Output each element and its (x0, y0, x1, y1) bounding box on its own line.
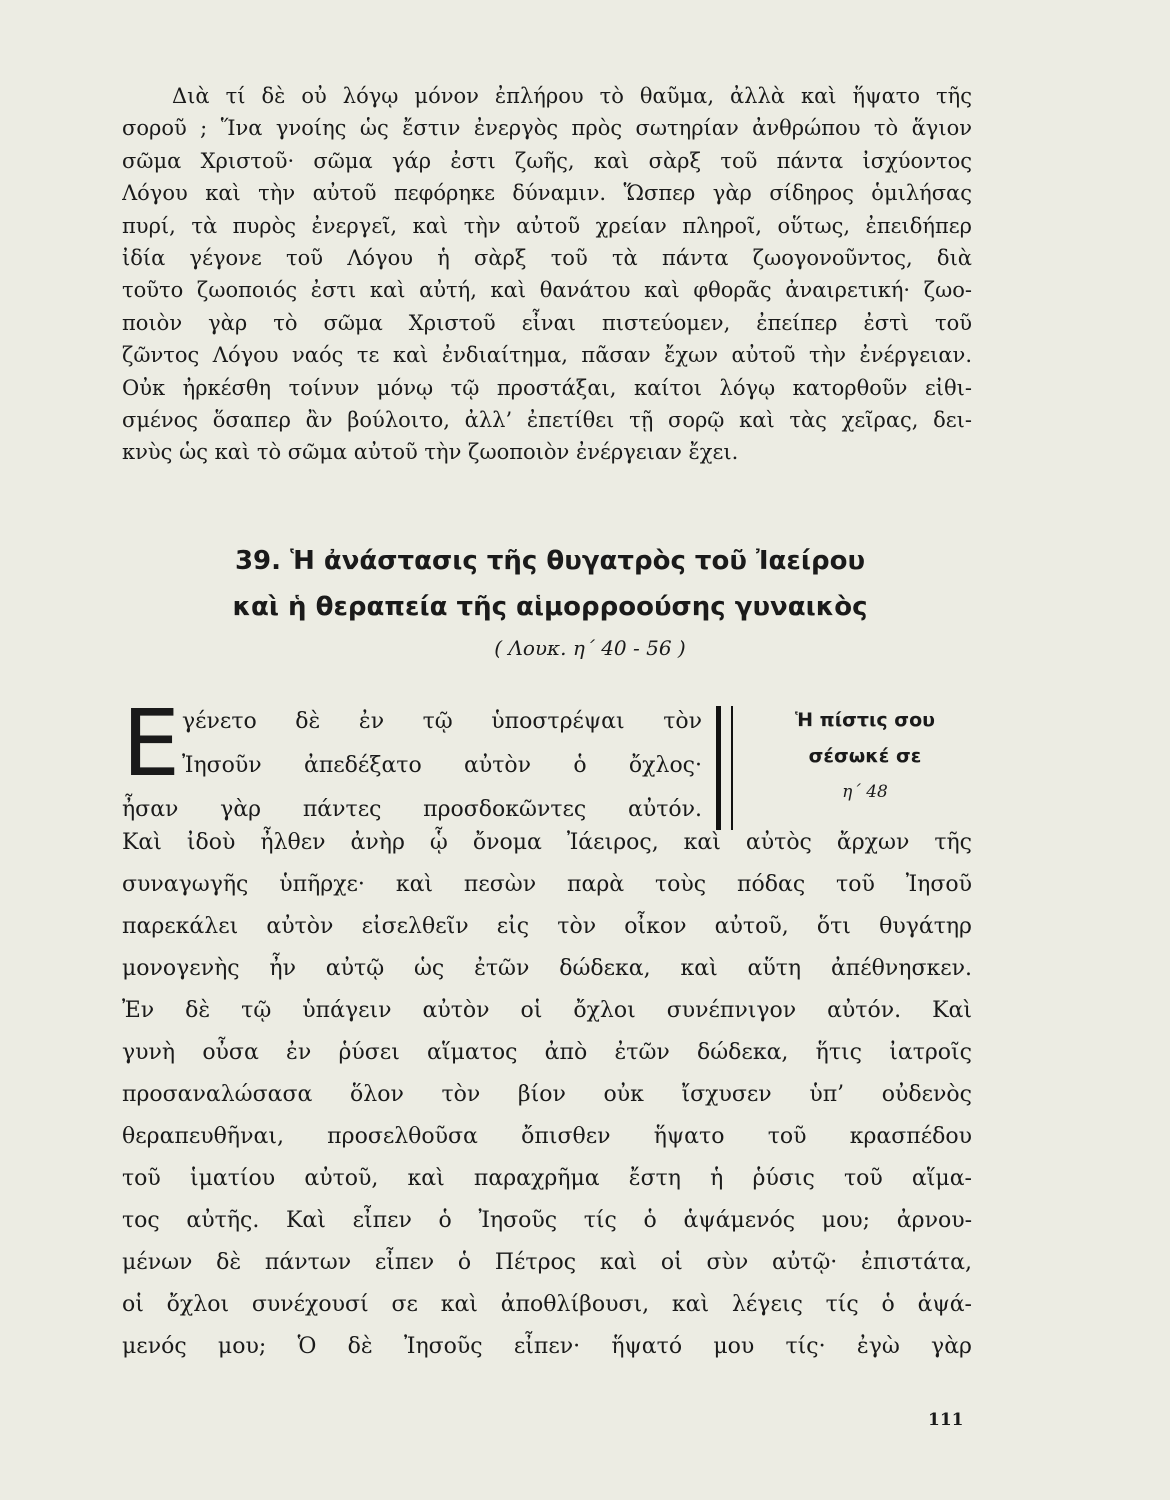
text-line: οἱ ὄχλοι συνέχουσί σε καὶ ἀποθλίβουσι, καὶ λέγεις τίς ὁ ἁψά- (122, 1292, 972, 1317)
text-line: ἦσαν γὰρ πάντες προσδοκῶντες αὐτόν. (122, 797, 702, 822)
margin-note-reference: η΄ 48 (842, 782, 888, 802)
page-number: 111 (928, 1410, 964, 1430)
text-line: γένετο δὲ ἐν τῷ ὑποστρέψαι τὸν (182, 709, 702, 734)
margin-rule-thin (731, 706, 733, 830)
text-line: ἰδία γέγονε τοῦ Λόγου ἡ σὰρξ τοῦ τὰ πάντα ζωογονοῦντος, διὰ (122, 246, 972, 271)
text-line: Ἰησοῦν ἀπεδέξατο αὐτὸν ὁ ὄχλος· (182, 753, 702, 778)
text-line: τοῦτο ζωοποιός ἐστι καὶ αὐτή, καὶ θανάτου καὶ φθορᾶς ἀναιρετική· ζωο- (122, 278, 972, 303)
text-line: μονογενὴς ἦν αὐτῷ ὡς ἐτῶν δώδεκα, καὶ αὕτη ἀπέθνησκεν. (122, 956, 972, 981)
text-line: σμένος ὅσαπερ ἂν βούλοιτο, ἀλλ’ ἐπετίθει τῇ σορῷ καὶ τὰς χεῖρας, δει- (122, 408, 972, 433)
text-line: κνὺς ὡς καὶ τὸ σῶμα αὐτοῦ τὴν ζωοποιὸν ἐνέργειαν ἔχει. (122, 440, 739, 465)
margin-note-line-2: σέσωκέ σε (808, 745, 922, 767)
text-line: τοῦ ἱματίου αὐτοῦ, καὶ παραχρῆμα ἔστη ἡ ῥύσις τοῦ αἵμα- (122, 1166, 972, 1191)
text-line: ποιὸν γὰρ τὸ σῶμα Χριστοῦ εἶναι πιστεύομεν, ἐπείπερ ἐστὶ τοῦ (122, 310, 972, 335)
margin-rule-thick (716, 706, 721, 830)
text-line: τος αὐτῆς. Καὶ εἶπεν ὁ Ἰησοῦς τίς ὁ ἁψάμενός μου; ἀρνου- (122, 1208, 972, 1233)
text-line: σοροῦ ; Ἵνα γνοίης ὡς ἔστιν ἐνεργὸς πρὸς σωτηρίαν ἀνθρώπου τὸ ἅγιον (122, 116, 972, 141)
text-line: Καὶ ἰδοὺ ἦλθεν ἀνὴρ ᾧ ὄνομα Ἰάειρος, καὶ αὐτὸς ἄρχων τῆς (122, 830, 972, 855)
section-heading (140, 538, 960, 630)
scripture-reference: ( Λουκ. η΄ 40 - 56 ) (494, 636, 686, 660)
margin-note (750, 702, 980, 810)
text-line: γυνὴ οὖσα ἐν ῥύσει αἵματος ἀπὸ ἐτῶν δώδεκα, ἥτις ἰατροῖς (122, 1040, 972, 1065)
opening-paragraph (122, 690, 702, 832)
section-heading-line-2: καὶ ἡ θεραπεία τῆς αἱμορροούσης γυναικὸς (232, 592, 868, 622)
text-line: Διὰ τί δὲ οὐ λόγῳ μόνον ἐπλήρου τὸ θαῦμα, ἀλλὰ καὶ ἥψατο τῆς (172, 84, 972, 108)
section-heading-line-1: 39. Ἡ ἀνάστασις τῆς θυγατρὸς τοῦ Ἰαείρου (234, 546, 866, 576)
text-line: προσαναλώσασα ὅλον τὸν βίον οὐκ ἴσχυσεν ὑπ’ οὐδενὸς (122, 1082, 972, 1107)
text-line: παρεκάλει αὐτὸν εἰσελθεῖν εἰς τὸν οἶκον αὐτοῦ, ὅτι θυγάτηρ (122, 914, 972, 939)
margin-note-line-1: Ἡ πίστις σου (794, 709, 935, 731)
text-line: πυρί, τὰ πυρὸς ἐνεργεῖ, καὶ τὴν αὐτοῦ χρείαν πληροῖ, οὕτως, ἐπειδήπερ (122, 213, 972, 238)
text-line: Ἐν δὲ τῷ ὑπάγειν αὐτὸν οἱ ὄχλοι συνέπνιγον αὐτόν. Καὶ (122, 998, 972, 1023)
text-line: μένων δὲ πάντων εἶπεν ὁ Πέτρος καὶ οἱ σὺν αὐτῷ· ἐπιστάτα, (122, 1250, 972, 1275)
text-line: ζῶντος Λόγου ναός τε καὶ ἐνδιαίτημα, πᾶσαν ἔχων αὐτοῦ τὴν ἐνέργειαν. (122, 343, 972, 368)
gospel-text (122, 822, 972, 1368)
commentary-paragraph (122, 80, 972, 469)
text-line: συναγωγῆς ὑπῆρχε· καὶ πεσὼν παρὰ τοὺς πόδας τοῦ Ἰησοῦ (122, 872, 972, 897)
text-line: Λόγου καὶ τὴν αὐτοῦ πεφόρηκε δύναμιν. Ὥσπερ γὰρ σίδηρος ὁμιλήσας (122, 181, 972, 206)
text-line: Οὐκ ἠρκέσθη τοίνυν μόνῳ τῷ προστάξαι, καίτοι λόγῳ κατορθοῦν εἰθι- (122, 375, 972, 400)
text-line: σῶμα Χριστοῦ· σῶμα γάρ ἐστι ζωῆς, καὶ σὰρξ τοῦ πάντα ἰσχύοντος (122, 148, 972, 173)
text-line: θεραπευθῆναι, προσελθοῦσα ὄπισθεν ἥψατο τοῦ κρασπέδου (122, 1124, 972, 1149)
text-line: μενός μου; Ὁ δὲ Ἰησοῦς εἶπεν· ἥψατό μου τίς· ἐγὼ γὰρ (122, 1334, 972, 1359)
drop-cap: Ε (122, 690, 181, 797)
